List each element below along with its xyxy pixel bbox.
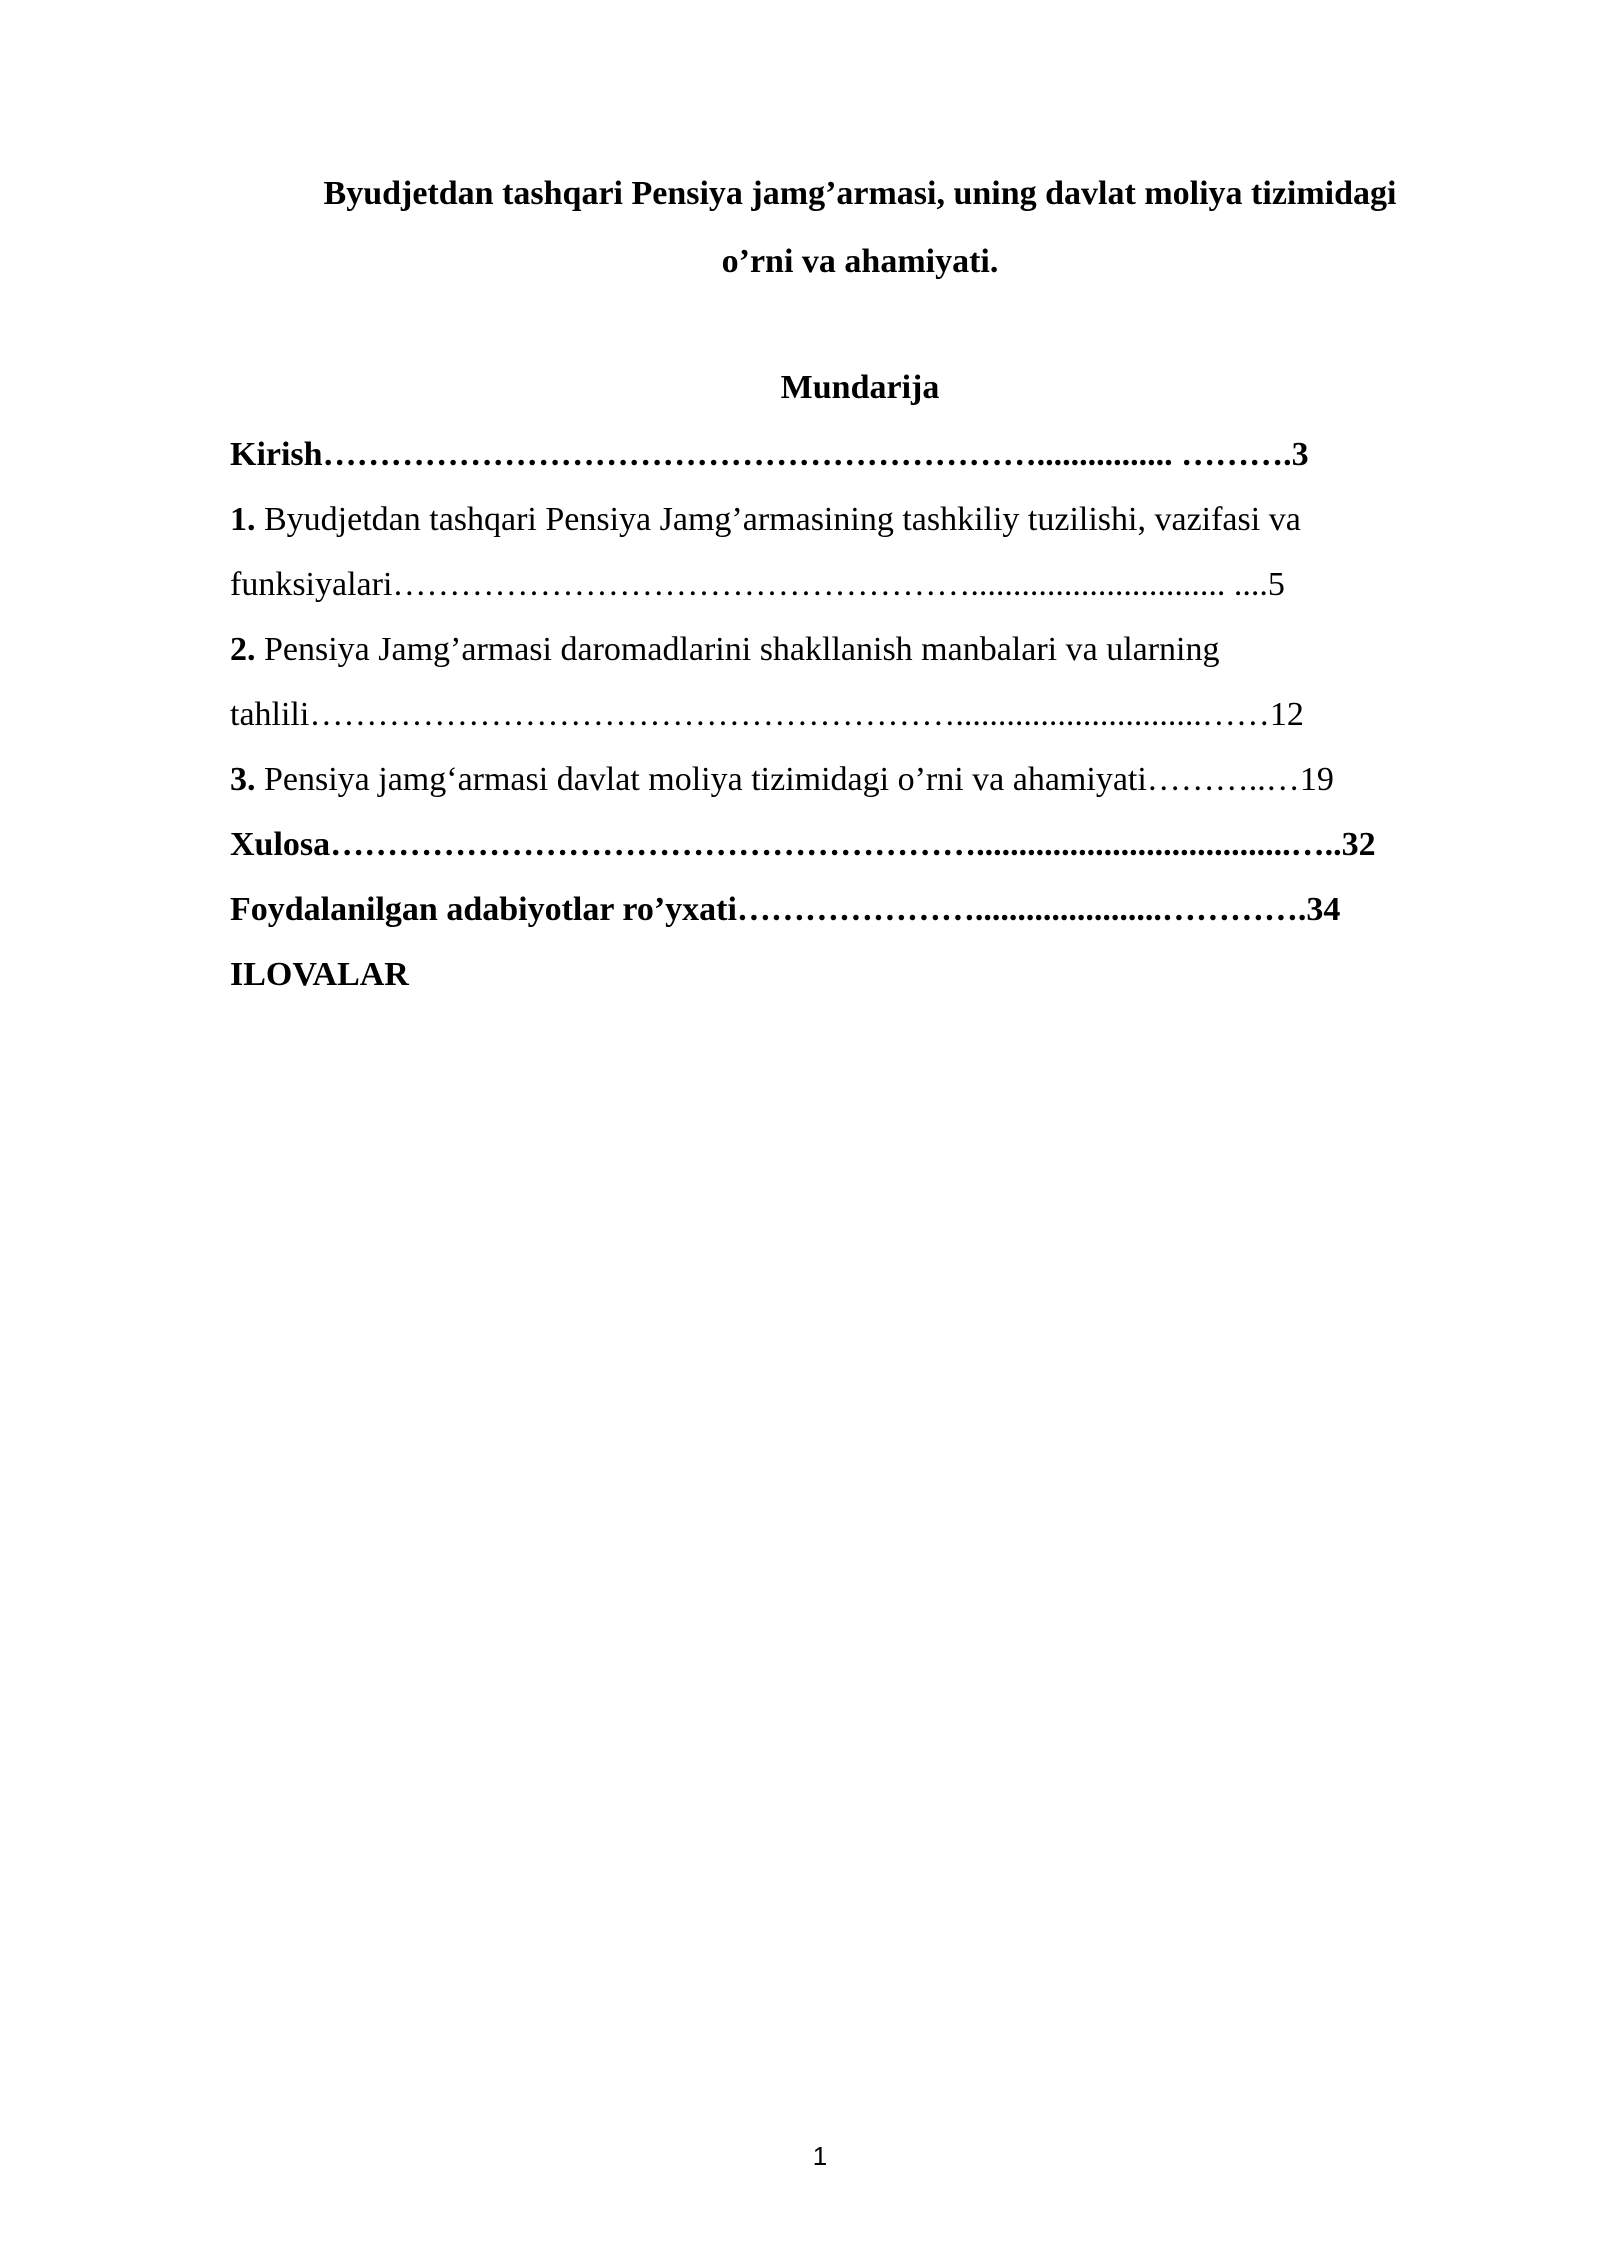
toc-entry-number: 1. [230,501,256,538]
toc-entry-2-continuation[interactable] [230,682,1495,747]
toc-entry-2[interactable] [230,617,1495,682]
toc-page-number: 12 [1269,696,1304,733]
toc-entry-xulosa[interactable] [230,812,1495,877]
toc-page-number: 19 [1299,761,1334,798]
document-title-line-2: o’rni va ahamiyati. [721,243,999,280]
table-of-contents [230,422,1495,1007]
toc-heading: Mundarija [780,369,940,406]
toc-page-number: 32 [1341,826,1376,863]
toc-entry-label: Xulosa [230,826,331,863]
page-number: 1 [812,2141,828,2171]
toc-entry-text: funksiyalari [230,566,393,603]
toc-entry-label: Foydalanilgan adabiyotlar ro’yxati [230,891,737,928]
document-title [230,160,1490,296]
toc-entry-3[interactable] [230,747,1495,812]
toc-entry-label: Kirish [230,436,323,473]
toc-page-number: 3 [1291,436,1309,473]
toc-entry-text: tahlili [230,696,310,733]
toc-entry-adabiyotlar[interactable] [230,877,1495,942]
toc-leader: ………………………………………………………................ ………. [322,436,1292,473]
toc-entry-kirish[interactable] [230,422,1495,487]
toc-leader: …………………......................………… [736,891,1298,928]
toc-leader: ………………………………………………….............................…… [309,696,1270,733]
toc-entry-number: 3. [230,761,256,798]
toc-entry-text: Pensiya Jamg’armasi daromadlarini shakllanish manbalari va ularning [255,631,1220,668]
document-title-line-1: Byudjetdan tashqari Pensiya jamg’armasi, uning davlat moliya tizimidagi [323,175,1397,212]
toc-leader: ………………………………………………….....................................….. [330,826,1342,863]
toc-entry-text: Pensiya jamg‘armasi davlat moliya tizimidagi o’rni va ahamiyati………..… [255,761,1300,798]
toc-page-number: 5 [1267,566,1285,603]
toc-entry-label: ILOVALAR [230,956,409,993]
toc-entry-1[interactable] [230,487,1495,552]
toc-entry-ilovalar[interactable] [230,942,1495,1007]
toc-page-number: .34 [1297,891,1341,928]
toc-entry-1-continuation[interactable] [230,552,1495,617]
toc-leader: …………………………………………….............................. .... [392,566,1268,603]
toc-entry-number: 2. [230,631,256,668]
toc-entry-text: Byudjetdan tashqari Pensiya Jamg’armasining tashkiliy tuzilishi, vazifasi va [255,501,1301,538]
